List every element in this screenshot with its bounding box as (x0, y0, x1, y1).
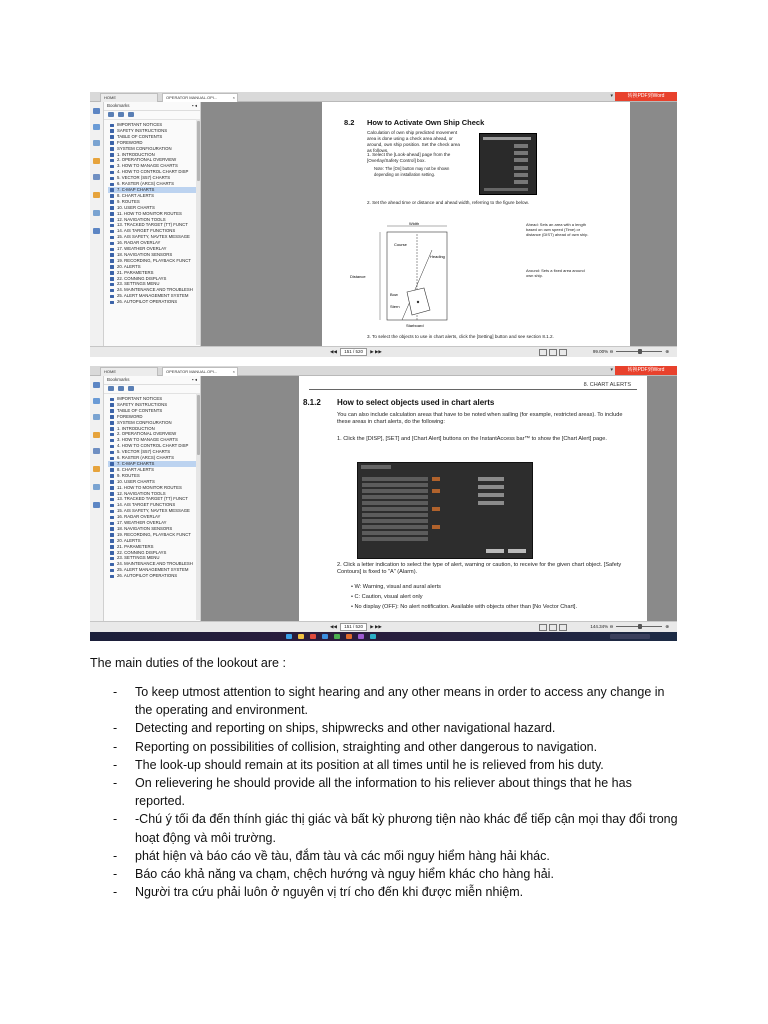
duty-text: phát hiện và báo cáo về tàu, đắm tàu và các mối nguy hiểm hàng hải khác. (135, 848, 550, 863)
left-toolstrip (90, 102, 104, 347)
step-2: 2. Click a letter indication to select the type of alert, warning or caution, to receive for the given chart object. [Safety Contours] is fixed to "A" (Alarm). (337, 562, 622, 575)
bookmark-item[interactable]: 21. PARAMETERS (108, 270, 200, 276)
facing-icon[interactable] (559, 624, 567, 631)
bookmark-item[interactable]: 20. ALERTS (108, 264, 200, 270)
bookmark-item[interactable]: 26. AUTOPILOT OPERATIONS (108, 299, 200, 305)
tab-document[interactable] (162, 367, 238, 376)
app-icon[interactable] (334, 634, 340, 639)
bookmark-item[interactable]: 22. CONNING DISPLAYS (108, 276, 200, 282)
next-page-icon[interactable]: ▶ ▶▶ (370, 624, 382, 629)
duty-text: To keep utmost attention to sight hearing and any other means in order to access any change in the operating and environment. (135, 685, 665, 718)
add-bookmark-icon[interactable] (128, 386, 134, 391)
bullet-dash: - (113, 812, 118, 827)
start-icon[interactable] (286, 634, 292, 639)
bookmark-item[interactable]: 5. VECTOR (S57) CHARTS (108, 175, 200, 181)
bullet-dash: - (113, 848, 118, 863)
section-title: How to select objects used in chart alerts (337, 398, 495, 407)
duty-text: Báo cáo khả năng va chạm, chệch hướng và nguy hiểm khác cho hàng hải. (135, 867, 554, 882)
bookmark-icon[interactable] (93, 382, 100, 388)
view-mode-icons (537, 349, 567, 357)
bookmark-item[interactable]: 15. AIS SAFETY, NAVTEX MESSAGE (108, 508, 200, 514)
status-bar (90, 346, 677, 357)
bookmark-item[interactable]: 16. RADAR OVERLAY (108, 514, 200, 520)
pages-icon[interactable] (93, 398, 100, 404)
document-viewport (201, 376, 677, 622)
bookmark-item[interactable]: 6. RASTER (ARCS) CHARTS (108, 455, 200, 461)
system-tray[interactable] (610, 634, 650, 639)
duty-item (113, 865, 683, 883)
zoom-control (593, 347, 669, 357)
section-title: How to Activate Own Ship Check (367, 118, 485, 127)
paragraph: Calculation of own ship predicted movement area is done using a check area ahead, or around, own ship position. Set the check area as follows. (367, 130, 460, 153)
bookmark-item[interactable]: 24. MAINTENANCE AND TROUBLESH (108, 561, 200, 567)
tab-document[interactable] (162, 93, 238, 102)
windows-taskbar (90, 632, 677, 641)
bookmark-item[interactable]: 8. CHART ALERTS (108, 193, 200, 199)
bookmark-item[interactable]: 10. USER CHARTS (108, 205, 200, 211)
course-label: Course (394, 242, 407, 247)
lock-icon[interactable] (93, 158, 100, 164)
distance-label: Distance (350, 274, 366, 279)
attachment-icon[interactable] (93, 174, 100, 180)
bookmark-item[interactable]: 26. AUTOPILOT OPERATIONS (108, 573, 200, 579)
bookmark-item[interactable]: 14. AIS TARGET FUNCTIONS (108, 228, 200, 234)
left-toolstrip (90, 376, 104, 622)
bookmark-item[interactable]: 13. TRACKED TARGET (TT) FUNCT (108, 222, 200, 228)
bookmark-item[interactable]: 9. ROUTES (108, 473, 200, 479)
bullet-dash: - (113, 739, 118, 754)
layers-icon[interactable] (93, 466, 100, 472)
duty-item (113, 810, 683, 846)
bookmark-item[interactable]: 11. HOW TO MONITOR ROUTES (108, 211, 200, 217)
zoom-level: 144.34% (590, 624, 609, 629)
page-number-input[interactable]: 151 / 520 (340, 348, 367, 356)
bullet-dash: - (113, 721, 118, 736)
duty-item (113, 719, 683, 737)
zoom-in-icon[interactable]: ⊕ (665, 349, 669, 354)
bookmark-item[interactable]: 18. NAVIGATION SENSORS (108, 526, 200, 532)
pdf-page (299, 376, 647, 622)
bullet-dash: - (113, 685, 118, 699)
bookmark-item[interactable]: FOREWORD (108, 140, 200, 146)
lock-icon[interactable] (93, 432, 100, 438)
width-label: Width (409, 221, 420, 226)
facing-icon[interactable] (559, 349, 567, 356)
first-page-icon[interactable]: ◀◀ (330, 624, 337, 629)
signature-icon[interactable] (93, 210, 100, 216)
bookmark-item[interactable]: 9. ROUTES (108, 199, 200, 205)
chevron-down-icon[interactable]: ▾ (610, 93, 613, 99)
bookmark-item[interactable]: 5. VECTOR (S57) CHARTS (108, 449, 200, 455)
continuous-icon[interactable] (549, 624, 557, 631)
bookmark-item[interactable]: 13. TRACKED TARGET (TT) FUNCT (108, 496, 200, 502)
bookmark-item[interactable]: 4. HOW TO CONTROL CHART DISP (108, 169, 200, 175)
duty-item (113, 847, 683, 865)
step-1: 1. Select the [Look-ahead] page from the [Overlay/Safety Control] box. (367, 152, 451, 163)
note: Note: The [On] button may not be shown depending on installation setting. (374, 166, 450, 177)
lookout-duties-heading: The main duties of the lookout are : (90, 656, 286, 670)
tab-bar (90, 92, 677, 102)
lookahead-panel-image (479, 133, 537, 195)
bookmark-icon[interactable] (93, 108, 100, 114)
add-bookmark-icon[interactable] (128, 112, 134, 117)
bookmark-item[interactable]: 1. INTRODUCTION (108, 426, 200, 432)
bookmark-item[interactable]: 20. ALERTS (108, 538, 200, 544)
bullet-no-display: • No display (OFF): No alert notification. Available with objects other than [No Vector Chart]. (351, 604, 578, 610)
collapse-icon[interactable] (118, 386, 124, 391)
bookmark-item[interactable]: 19. RECORDING, PLAYBACK FUNCT (108, 532, 200, 538)
chart-alert-dialog-image (357, 462, 533, 559)
panel-controls[interactable]: ▪ ◂ (191, 103, 197, 108)
pdf-to-word-button[interactable]: 转换PDF到Word (615, 366, 677, 375)
pdf-viewer-screenshot-1 (90, 92, 677, 357)
section-number: 8.2 (344, 118, 355, 127)
pdf-page (322, 102, 630, 347)
status-bar (90, 621, 677, 632)
bookmarks-title: Bookmarks (107, 377, 130, 382)
bookmark-item[interactable]: 17. WEATHER OVERLAY (108, 520, 200, 526)
bookmark-item[interactable]: 14. AIS TARGET FUNCTIONS (108, 502, 200, 508)
bookmark-list (104, 120, 200, 305)
duty-text: Người tra cứu phải luôn ở nguyên vị trí cho đến khi được miễn nhiệm. (135, 885, 524, 900)
bookmark-item[interactable]: IMPORTANT NOTICES (108, 122, 200, 128)
expand-icon[interactable] (108, 386, 114, 391)
bookmark-item[interactable]: 25. ALERT MANAGEMENT SYSTEM (108, 567, 200, 573)
continuous-icon[interactable] (549, 349, 557, 356)
close-icon[interactable]: × (232, 95, 235, 100)
duty-item (113, 883, 683, 901)
bullet-dash: - (113, 885, 118, 900)
bookmark-item[interactable]: 1. INTRODUCTION (108, 152, 200, 158)
bookmark-item[interactable]: FOREWORD (108, 414, 200, 420)
bookmark-item[interactable]: 17. WEATHER OVERLAY (108, 246, 200, 252)
bookmarks-panel (104, 102, 201, 347)
panel-controls[interactable]: ▪ ◂ (191, 377, 197, 382)
pdf-viewer-screenshot-2 (90, 366, 677, 641)
duty-text: -Chú ý tối đa đến thính giác thị giác và bất kỳ phương tiện nào khác để tiếp cận mọi thay đổi trong hoạt động và môi trường. (135, 812, 678, 845)
bookmark-item[interactable]: 3. HOW TO MANAGE CHARTS (108, 163, 200, 169)
zoom-level: 99.00% (592, 349, 609, 354)
step-3: 3. To select the objects to use in chart alerts, click the [Setting] button and see section 8.1.2. (367, 334, 554, 339)
bookmark-item[interactable]: IMPORTANT NOTICES (108, 396, 200, 402)
bookmark-item[interactable]: 23. SETTINGS MENU (108, 555, 200, 561)
bookmarks-toolbar (104, 385, 200, 394)
duty-item (113, 756, 683, 774)
bookmark-item[interactable]: 22. CONNING DISPLAYS (108, 550, 200, 556)
bookmarks-header (104, 376, 200, 385)
chevron-down-icon[interactable]: ▾ (610, 367, 613, 373)
page-navigator (330, 622, 382, 632)
bookmark-item[interactable]: 11. HOW TO MONITOR ROUTES (108, 485, 200, 491)
bookmark-item[interactable]: 8. CHART ALERTS (108, 467, 200, 473)
expand-icon[interactable] (108, 112, 114, 117)
bookmarks-header (104, 102, 200, 111)
bookmark-item[interactable]: SAFETY INSTRUCTIONS (108, 402, 200, 408)
first-page-icon[interactable]: ◀◀ (330, 349, 337, 354)
pdf-to-word-button[interactable]: 转换PDF到Word (615, 92, 677, 101)
running-head: 8. CHART ALERTS (583, 382, 631, 388)
duty-text: The look-up should remain at its position at all times until he is relieved from his duty. (135, 757, 604, 772)
bookmark-item[interactable]: 2. OPERATIONAL OVERVIEW (108, 431, 200, 437)
duty-text: On relievering he should provide all the information to his reliever about things that he has reported. (135, 776, 632, 809)
bookmark-item[interactable]: 2. OPERATIONAL OVERVIEW (108, 157, 200, 163)
section-number: 8.1.2 (303, 398, 321, 407)
bookmark-item[interactable]: 7. C-MAP CHARTS (108, 461, 200, 467)
bookmark-item[interactable]: 3. HOW TO MANAGE CHARTS (108, 437, 200, 443)
bookmark-item[interactable]: 12. NAVIGATION TOOLS (108, 491, 200, 497)
bookmark-item[interactable]: 24. MAINTENANCE AND TROUBLESH (108, 287, 200, 293)
check-area-diagram (342, 220, 522, 330)
word-icon[interactable] (322, 634, 328, 639)
page-navigator (330, 347, 382, 357)
bookmark-item[interactable]: 19. RECORDING, PLAYBACK FUNCT (108, 258, 200, 264)
bookmark-item[interactable]: 10. USER CHARTS (108, 479, 200, 485)
zoom-slider[interactable] (616, 351, 662, 352)
bullet-warning: • W: Warning, visual and aural alerts (351, 584, 441, 590)
step-1: 1. Click the [DISP], [SET] and [Chart Alert] buttons on the InstantAccess bar™ to show the [Chart Alert] page. (337, 436, 607, 442)
bookmark-list (104, 394, 200, 579)
bullet-caution: • C: Caution, visual alert only (351, 594, 423, 600)
tab-bar (90, 366, 677, 376)
bookmark-item[interactable]: 25. ALERT MANAGEMENT SYSTEM (108, 293, 200, 299)
bookmark-item[interactable]: SAFETY INSTRUCTIONS (108, 128, 200, 134)
scrollbar[interactable] (196, 119, 200, 345)
tab-label: OPERATOR MANUAL.OPI... (166, 369, 218, 374)
duty-text: Reporting on possibilities of collision, straighting and other dangerous to navigation. (135, 739, 598, 754)
pdf-app-icon[interactable] (346, 634, 352, 639)
app-icon[interactable] (370, 634, 376, 639)
bullet-dash: - (113, 776, 118, 791)
bow-label: Bow (390, 292, 398, 297)
explorer-icon[interactable] (298, 634, 304, 639)
stern-label: Stern (390, 304, 400, 309)
attachment-icon[interactable] (93, 448, 100, 454)
bookmark-item[interactable]: 7. C-MAP CHARTS (108, 187, 200, 193)
close-icon[interactable]: × (232, 369, 235, 374)
ship-center (417, 301, 419, 303)
pages-icon[interactable] (93, 124, 100, 130)
tab-label: OPERATOR MANUAL.OPI... (166, 95, 218, 100)
step-2: 2. Set the ahead time or distance and ahead width, referring to the figure below. (367, 200, 529, 205)
zoom-out-icon[interactable]: ⊖ (609, 624, 614, 629)
bookmark-item[interactable]: 18. NAVIGATION SENSORS (108, 252, 200, 258)
bookmark-item[interactable]: 21. PARAMETERS (108, 544, 200, 550)
bookmark-item[interactable]: 15. AIS SAFETY, NAVTEX MESSAGE (108, 234, 200, 240)
bookmark-item[interactable]: TABLE OF CONTENTS (108, 408, 200, 414)
bookmarks-toolbar (104, 111, 200, 120)
lookout-duties-list (113, 683, 683, 901)
tools-icon[interactable] (93, 228, 100, 234)
scrollbar[interactable] (196, 393, 200, 620)
bookmark-item[interactable]: 6. RASTER (ARCS) CHARTS (108, 181, 200, 187)
bullet-dash: - (113, 757, 118, 772)
layers-icon[interactable] (93, 192, 100, 198)
app-icon[interactable] (358, 634, 364, 639)
bookmarks-panel (104, 376, 201, 622)
tab-label: HOME (104, 369, 116, 374)
duty-text: Detecting and reporting on ships, shipwrecks and other navigational hazard. (135, 721, 556, 736)
duty-item (113, 738, 683, 756)
ahead-note: Ahead: Sets an area with a length based on own speed (Time) or distance (DIST) ahead of own ship. (526, 222, 589, 237)
next-page-icon[interactable]: ▶ ▶▶ (370, 349, 382, 354)
duty-item (113, 774, 683, 810)
comment-icon[interactable] (93, 140, 100, 146)
duty-item (113, 683, 683, 719)
zoom-in-icon[interactable]: ⊕ (665, 624, 669, 629)
paragraph: You can also include calculation areas that have to be noted when sailing (for example, restricted areas). To include these areas in chart alerts, do the following: (337, 412, 623, 425)
tools-icon[interactable] (93, 502, 100, 508)
browser-icon[interactable] (310, 634, 316, 639)
zoom-slider[interactable] (616, 626, 662, 627)
bookmark-item[interactable]: 12. NAVIGATION TOOLS (108, 217, 200, 223)
zoom-out-icon[interactable]: ⊖ (609, 349, 614, 354)
heading-label: Heading (430, 254, 445, 259)
starboard-label: Starboard (406, 323, 424, 328)
bookmark-item[interactable]: SYSTEM CONFIGURATION (108, 146, 200, 152)
signature-icon[interactable] (93, 484, 100, 490)
bookmark-item[interactable]: 23. SETTINGS MENU (108, 281, 200, 287)
bookmark-item[interactable]: 4. HOW TO CONTROL CHART DISP (108, 443, 200, 449)
around-note: Around: Sets a fixed area around own ship. (526, 268, 585, 278)
tab-label: HOME (104, 95, 116, 100)
bookmark-item[interactable]: 16. RADAR OVERLAY (108, 240, 200, 246)
tab-home[interactable] (100, 93, 158, 102)
tab-home[interactable] (100, 367, 158, 376)
collapse-icon[interactable] (118, 112, 124, 117)
bookmark-item[interactable]: SYSTEM CONFIGURATION (108, 420, 200, 426)
page-number-input[interactable]: 151 / 520 (340, 623, 367, 631)
comment-icon[interactable] (93, 414, 100, 420)
single-page-icon[interactable] (539, 624, 547, 631)
bullet-dash: - (113, 867, 118, 882)
bookmark-item[interactable]: TABLE OF CONTENTS (108, 134, 200, 140)
single-page-icon[interactable] (539, 349, 547, 356)
document-viewport (201, 102, 677, 347)
bookmarks-title: Bookmarks (107, 103, 130, 108)
zoom-control (590, 622, 669, 632)
